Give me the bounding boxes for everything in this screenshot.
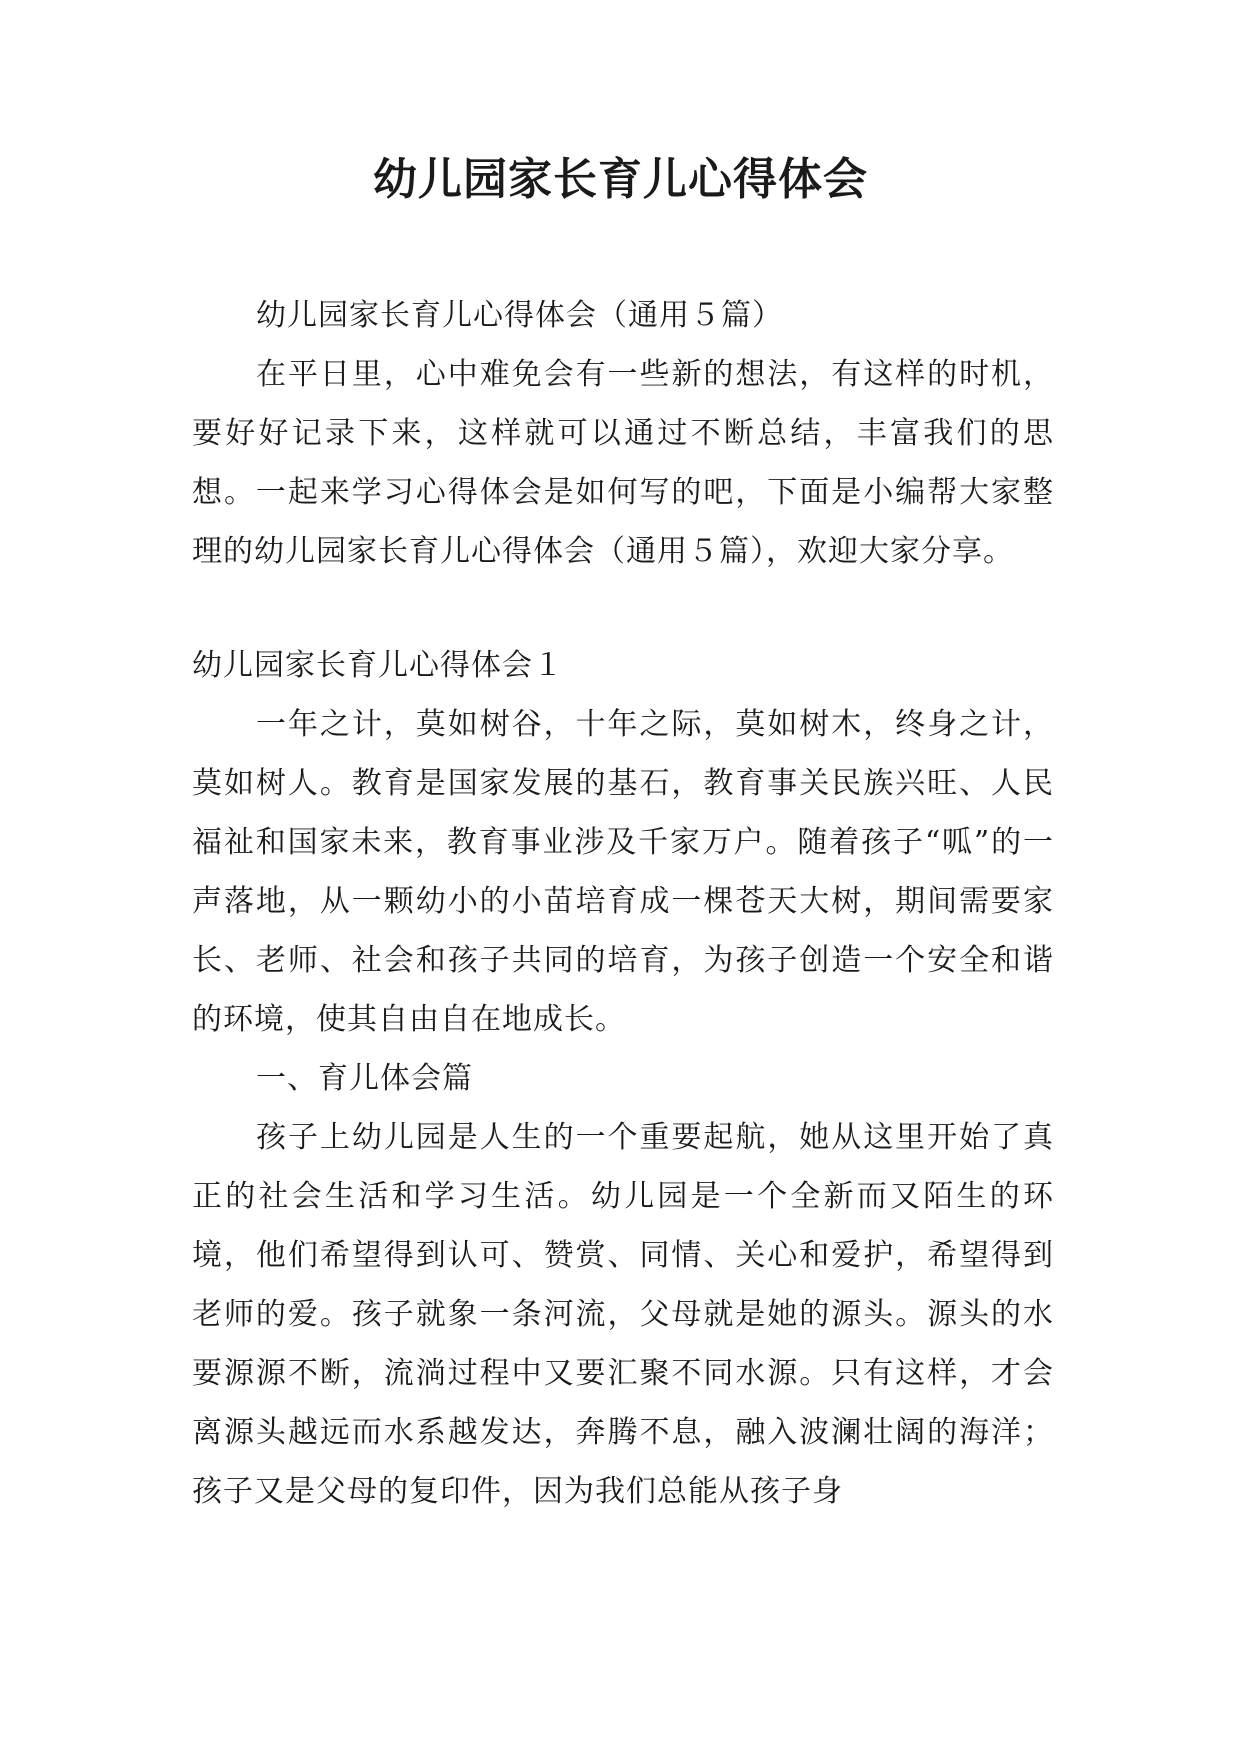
section-paragraph-1: 一年之计，莫如树谷，十年之际，莫如树木，终身之计，莫如树人。教育是国家发展的基石，教育事关民族兴旺、人民福祉和国家未来，教育事业涉及千家万户。随着孩子“呱”的一声落地，从一颗幼小的小苗培育成一棵苍天大树，期间需要家长、老师、社会和孩子共同的培育，为孩子创造一个安全和谐的环境，使其自由自在地成长。 bbox=[192, 707, 1054, 1037]
section-spacer bbox=[192, 581, 1054, 636]
section-heading: 幼儿园家长育儿心得体会１ bbox=[192, 648, 564, 683]
document-title: 幼儿园家长育儿心得体会 bbox=[373, 154, 868, 205]
document-subtitle: 幼儿园家长育儿心得体会（通用５篇） bbox=[256, 298, 783, 333]
subheading: 一、育儿体会篇 bbox=[256, 1061, 473, 1096]
section-paragraph-2: 孩子上幼儿园是人生的一个重要起航，她从这里开始了真正的社会生活和学习生活。幼儿园是一个全新而又陌生的环境，他们希望得到认可、赞赏、同情、关心和爱护，希望得到老师的爱。孩子就象一条河流，父母就是她的源头。源头的水要源源不断，流淌过程中又要汇聚不同水源。只有这样，才会离源头越远而水系越发达，奔腾不息，融入波澜壮阔的海洋；孩子又是父母的复印件，因为我们总能从孩子身 bbox=[192, 1120, 1054, 1509]
intro-paragraph: 在平日里，心中难免会有一些新的想法，有这样的时机，要好好记录下来，这样就可以通过不断总结，丰富我们的思想。一起来学习心得体会是如何写的吧，下面是小编帮大家整理的幼儿园家长育儿心得体会（通用５篇），欢迎大家分享。 bbox=[192, 357, 1054, 569]
document-body bbox=[192, 286, 1054, 1521]
